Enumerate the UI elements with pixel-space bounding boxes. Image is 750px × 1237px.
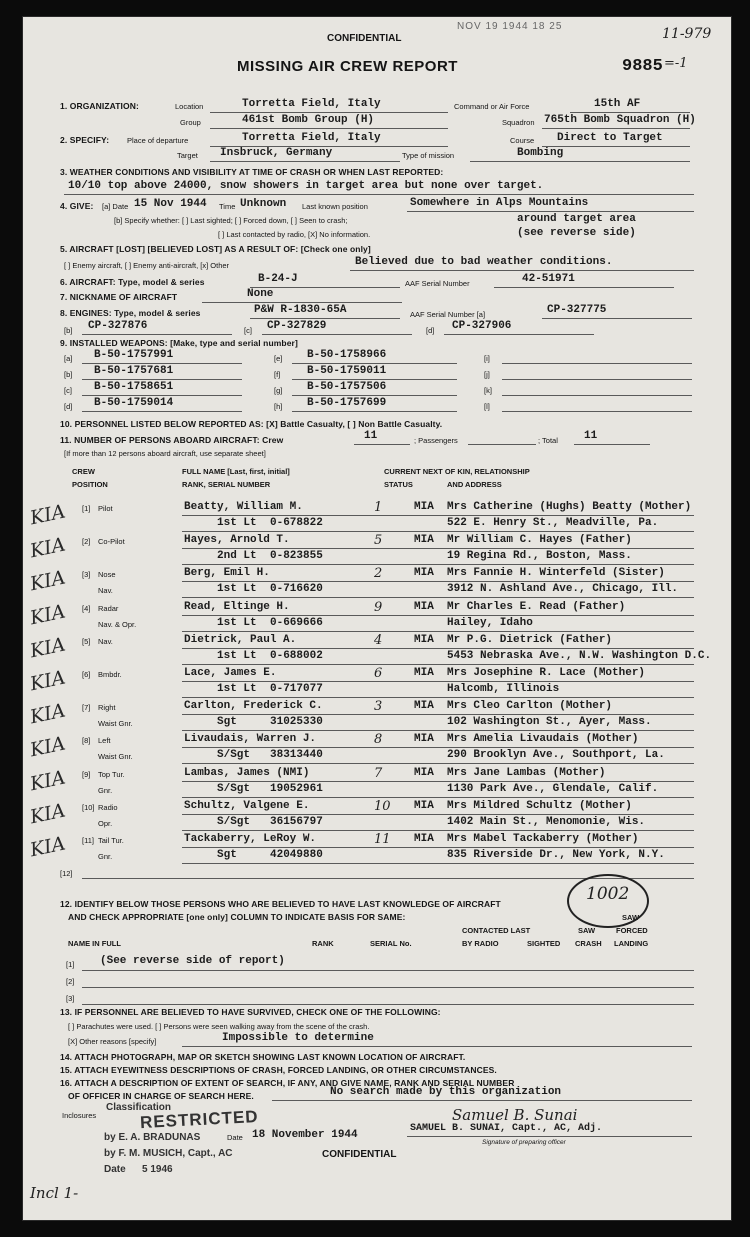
s4-b-value: around target area [517, 213, 636, 225]
classification-bottom: CONFIDENTIAL [322, 1149, 397, 1160]
crew-name: Tackaberry, LeRoy W. [184, 833, 317, 845]
crew-address: 19 Regina Rd., Boston, Mass. [447, 550, 632, 562]
crew-serial: 0-678822 [270, 517, 323, 529]
crew-address: 5453 Nebraska Ave., N.W. Washington D.C. [447, 650, 712, 662]
crew-index: [6] [82, 670, 91, 679]
crew-kin: Mrs Jane Lambas (Mother) [447, 767, 606, 779]
crew-rank: 1st Lt [217, 583, 257, 595]
h-forced: FORCED [616, 926, 648, 935]
engine-a: CP-327775 [547, 304, 607, 316]
weapon-key: [c] [64, 386, 72, 395]
crew-serial: 0-716620 [270, 583, 323, 595]
aircraft-serial: 42-51971 [522, 273, 575, 285]
s13-line2: [ ] Parachutes were used. [ ] Persons were seen walking away from the scene of the crash. [68, 1022, 370, 1031]
crew-index: [7] [82, 703, 91, 712]
crew-rank: S/Sgt [217, 783, 251, 795]
passengers-label: ; Passengers [414, 436, 458, 445]
s5-label: 5. AIRCRAFT [LOST] [BELIEVED LOST] AS A RESULT OF: [Check one only] [60, 244, 371, 254]
crew-address: 835 Riverside Dr., New York, N.Y. [447, 849, 665, 861]
engine-b-label: [b] [64, 326, 73, 335]
s9-label: 9. INSTALLED WEAPONS: [Make, type and serial number] [60, 338, 298, 348]
crew-header: CREW [72, 467, 95, 476]
crew-status: MIA [414, 700, 434, 712]
s13-line3: [X] Other reasons [specify] [68, 1037, 157, 1046]
crew-index: [9] [82, 770, 91, 779]
weapon-serial: B-50-1757991 [94, 349, 174, 361]
crew-index: [8] [82, 736, 91, 745]
weapon-serial: B-50-1759014 [94, 397, 174, 409]
report-number-suffix: =-1 [664, 56, 688, 71]
crew-serial: 0-823855 [270, 550, 323, 562]
report-page [22, 16, 732, 1221]
weapon-key: [g] [274, 386, 283, 395]
crew-position-2: Opr. [98, 819, 113, 828]
date-label: [a] Date [102, 202, 129, 211]
classification-top: CONFIDENTIAL [327, 33, 402, 44]
restricted-stamp: RESTRICTED [139, 1106, 260, 1133]
crew-position: Nose [98, 570, 116, 579]
inclosures-label: Inclosures [62, 1111, 97, 1120]
s12-row1-value: (See reverse side of report) [100, 955, 285, 967]
crew-status: MIA [414, 833, 434, 845]
engine-b: CP-327876 [88, 320, 148, 332]
weapon-key: [l] [484, 402, 490, 411]
weapon-serial: B-50-1759011 [307, 365, 387, 377]
departure-value: Torretta Field, Italy [242, 132, 381, 144]
crew-index: [3] [82, 570, 91, 579]
s4-label: 4. GIVE: [60, 201, 94, 211]
crew-status: MIA [414, 667, 434, 679]
weapon-key: [e] [274, 354, 283, 363]
s16-line1: 16. ATTACH A DESCRIPTION OF EXTENT OF SEARCH, IF ANY, AND GIVE NAME, RANK AND SERIAL NUMBER [60, 1078, 515, 1088]
s13-line1: 13. IF PERSONNEL ARE BELIEVED TO HAVE SURVIVED, CHECK ONE OF THE FOLLOWING: [60, 1007, 441, 1017]
weather-value: 10/10 top above 24000, snow showers in target area but none over target. [68, 180, 544, 192]
rank-header: RANK, SERIAL NUMBER [182, 480, 271, 489]
s14-line: 14. ATTACH PHOTOGRAPH, MAP OR SKETCH SHOWING LAST KNOWN LOCATION OF AIRCRAFT. [60, 1052, 466, 1062]
engine-type: P&W R-1830-65A [254, 304, 347, 316]
kia-handwritten-mark: KIA [28, 766, 68, 796]
kin-header: CURRENT NEXT OF KIN, RELATIONSHIP [384, 467, 530, 476]
regraded-by: by F. M. MUSICH, Capt., AC [104, 1148, 233, 1159]
status-header: STATUS [384, 480, 413, 489]
crew-index: [2] [82, 537, 91, 546]
crew-status: MIA [414, 634, 434, 646]
crew-rank: Sgt [217, 849, 237, 861]
s11-label: 11. NUMBER OF PERSONS ABOARD AIRCRAFT: Crew [60, 435, 284, 445]
margin-note: Incl 1- [30, 1184, 79, 1202]
h-name: NAME IN FULL [68, 939, 121, 948]
crew-address: Halcomb, Illinois [447, 683, 560, 695]
date-label-footer: Date [227, 1133, 243, 1142]
group-value: 461st Bomb Group (H) [242, 114, 375, 126]
declassified-by: by E. A. BRADUNAS [104, 1132, 201, 1143]
classification-stamp: Classification [106, 1102, 172, 1113]
kia-handwritten-mark: KIA [28, 600, 68, 630]
command-label: Command or Air Force [454, 102, 530, 111]
h-saw2: SAW [622, 913, 640, 922]
crew-name: Berg, Emil H. [184, 567, 270, 579]
kia-handwritten-mark: KIA [28, 633, 68, 663]
s5-options: [ ] Enemy aircraft, [ ] Enemy anti-aircraft, [x] Other [64, 261, 230, 270]
crew-status: MIA [414, 534, 434, 546]
crew-address: 1130 Park Ave., Glendale, Calif. [447, 783, 659, 795]
s2-label: 2. SPECIFY: [60, 135, 110, 145]
s12-line1: 12. IDENTIFY BELOW THOSE PERSONS WHO ARE BELIEVED TO HAVE LAST KNOWLEDGE OF AIRCRAFT [60, 899, 501, 909]
weapon-serial: B-50-1757681 [94, 365, 174, 377]
crew-kin: Mrs Mildred Schultz (Mother) [447, 800, 632, 812]
h-radio: BY RADIO [462, 939, 499, 948]
kia-handwritten-mark: KIA [28, 533, 68, 563]
weapon-key: [j] [484, 370, 490, 379]
weapon-serial: B-50-1757506 [307, 381, 387, 393]
time-label: Time [219, 202, 236, 211]
crew-address: 290 Brooklyn Ave., Southport, La. [447, 749, 665, 761]
received-stamp: NOV 19 1944 18 25 [457, 21, 563, 32]
report-number: 9885 [622, 57, 663, 76]
weapon-key: [h] [274, 402, 283, 411]
s6-label: 6. AIRCRAFT: Type, model & series [60, 277, 205, 287]
s12-row-index: [2] [66, 977, 75, 986]
crew-position: Nav. [98, 637, 113, 646]
crew-rank: Sgt [217, 716, 237, 728]
crew-position: Left [98, 736, 111, 745]
location-label: Location [175, 102, 204, 111]
crew-position: Pilot [98, 504, 113, 513]
weapon-serial: B-50-1757699 [307, 397, 387, 409]
crew-position-2: Gnr. [98, 786, 113, 795]
s12-line2: AND CHECK APPROPRIATE [one only] COLUMN TO INDICATE BASIS FOR SAME: [68, 912, 406, 922]
crew-position: Tail Tur. [98, 836, 124, 845]
crew-index: [10] [82, 803, 95, 812]
crew-index: [1] [82, 504, 91, 513]
kia-handwritten-mark: KIA [28, 666, 68, 696]
crew-mark: 8 [374, 732, 383, 747]
crew-rank: 1st Lt [217, 683, 257, 695]
h-contacted: CONTACTED LAST [462, 926, 531, 935]
crew-address: 3912 N. Ashland Ave., Chicago, Ill. [447, 583, 679, 595]
crew-name: Lace, James E. [184, 667, 277, 679]
crew-mark: 3 [374, 699, 383, 714]
circle-number: 1002 [586, 884, 630, 904]
engine-c-label: [c] [244, 326, 252, 335]
weapon-key: [f] [274, 370, 281, 379]
s1-label: 1. ORGANIZATION: [60, 101, 139, 111]
group-label: Group [180, 118, 201, 127]
crew-kin: Mrs Mabel Tackaberry (Mother) [447, 833, 639, 845]
crew-rank: S/Sgt [217, 816, 251, 828]
handwritten-number: 11-979 [662, 26, 712, 42]
s15-line: 15. ATTACH EYEWITNESS DESCRIPTIONS OF CRASH, FORCED LANDING, OR OTHER CIRCUMSTANCES. [60, 1065, 497, 1075]
crew-address: Hailey, Idaho [447, 617, 533, 629]
crew-position-2: Nav. [98, 586, 113, 595]
aircraft-serial-label: AAF Serial Number [405, 279, 470, 288]
mission-value: Bombing [517, 147, 564, 159]
crew-row-12-index: [12] [60, 869, 73, 878]
s13-value: Impossible to determine [222, 1032, 374, 1044]
signature-label: Signature of preparing officer [482, 1139, 566, 1146]
crew-position-2: Nav. & Opr. [98, 620, 137, 629]
crew-mark: 7 [374, 766, 383, 781]
crew-serial: 19052961 [270, 783, 323, 795]
weapon-key: [a] [64, 354, 73, 363]
position-label: Last known position [302, 202, 368, 211]
crew-index: [11] [82, 836, 94, 845]
engine-d: CP-327906 [452, 320, 512, 332]
officer-signature: Samuel B. Sunai [452, 1106, 578, 1124]
crew-name: Livaudais, Warren J. [184, 733, 317, 745]
crew-mark: 10 [374, 799, 391, 814]
crew-rank: 2nd Lt [217, 550, 257, 562]
s16-value: No search made by this organization [330, 1086, 562, 1098]
s12-row-index: [1] [66, 960, 75, 969]
crew-mark: 11 [374, 832, 391, 847]
crew-kin: Mr P.G. Dietrick (Father) [447, 634, 613, 646]
crew-kin: Mr Charles E. Read (Father) [447, 601, 626, 613]
s4-b-line: [b] Specify whether: [ ] Last sighted; [ ] Forced down, [ ] Seen to crash; [114, 216, 348, 225]
kia-handwritten-mark: KIA [28, 566, 68, 596]
course-value: Direct to Target [557, 132, 663, 144]
crew-name: Lambas, James (NMI) [184, 767, 310, 779]
report-date: 18 November 1944 [252, 1129, 358, 1141]
h-sighted: SIGHTED [527, 939, 561, 948]
crew-name: Hayes, Arnold T. [184, 534, 290, 546]
s4-c-line: [ ] Last contacted by radio, [X] No information. [218, 230, 371, 239]
crew-status: MIA [414, 767, 434, 779]
target-value: Insbruck, Germany [220, 147, 333, 159]
time-value: Unknown [240, 198, 287, 210]
location-value: Torretta Field, Italy [242, 98, 381, 110]
total-label: ; Total [538, 436, 558, 445]
s8-label: 8. ENGINES: Type, model & series [60, 308, 201, 318]
h-saw: SAW [578, 926, 596, 935]
crew-rank: 1st Lt [217, 617, 257, 629]
crew-mark: 2 [374, 566, 383, 581]
engine-d-label: [d] [426, 326, 435, 335]
crew-rank: S/Sgt [217, 749, 251, 761]
crew-rank: 1st Lt [217, 517, 257, 529]
crew-position: Right [98, 703, 116, 712]
crew-kin: Mrs Cleo Carlton (Mother) [447, 700, 613, 712]
crew-kin: Mrs Catherine (Hughs) Beatty (Mother) [447, 501, 692, 513]
date-value: 15 Nov 1944 [134, 198, 207, 210]
crew-kin: Mr William C. Hayes (Father) [447, 534, 632, 546]
regrade-date-label: Date [104, 1164, 126, 1175]
crew-name: Beatty, William M. [184, 501, 303, 513]
crew-mark: 5 [374, 533, 383, 548]
crew-name: Carlton, Frederick C. [184, 700, 323, 712]
position-value: Somewhere in Alps Mountains [410, 197, 589, 209]
nickname-value: None [247, 288, 274, 300]
weapon-key: [d] [64, 402, 73, 411]
crew-status: MIA [414, 501, 434, 513]
s4-c-value: (see reverse side) [517, 227, 636, 239]
crew-mark: 6 [374, 666, 383, 681]
crew-address: 522 E. Henry St., Meadville, Pa. [447, 517, 659, 529]
s11-note: [If more than 12 persons aboard aircraft, use separate sheet] [64, 449, 266, 458]
mission-label: Type of mission [402, 151, 455, 160]
kia-handwritten-mark: KIA [28, 732, 68, 762]
crew-kin: Mrs Amelia Livaudais (Mother) [447, 733, 639, 745]
kia-handwritten-mark: KIA [28, 799, 68, 829]
crew-serial: 0-688002 [270, 650, 323, 662]
crew-status: MIA [414, 601, 434, 613]
page-title: MISSING AIR CREW REPORT [237, 58, 458, 75]
position-header: POSITION [72, 480, 108, 489]
crew-status: MIA [414, 800, 434, 812]
regrade-date: 5 1946 [142, 1164, 173, 1175]
h-serial: SERIAL No. [370, 939, 412, 948]
s7-label: 7. NICKNAME OF AIRCRAFT [60, 292, 178, 302]
crew-count: 11 [364, 430, 378, 442]
crew-position: Bmbdr. [98, 670, 122, 679]
crew-serial: 0-717077 [270, 683, 323, 695]
s12-row-index: [3] [66, 994, 75, 1003]
crew-name: Read, Eltinge H. [184, 601, 290, 613]
crew-position-2: Gnr. [98, 852, 113, 861]
course-label: Course [510, 136, 535, 145]
command-value: 15th AF [594, 98, 641, 110]
crew-position: Top Tur. [98, 770, 125, 779]
crew-serial: 42049880 [270, 849, 323, 861]
address-header: AND ADDRESS [447, 480, 502, 489]
crew-status: MIA [414, 733, 434, 745]
officer-name: SAMUEL B. SUNAI, Capt., AC, Adj. [410, 1123, 603, 1134]
crew-name: Dietrick, Paul A. [184, 634, 297, 646]
crew-position-2: Waist Gnr. [98, 719, 133, 728]
kia-handwritten-mark: KIA [28, 832, 68, 862]
crew-position-2: Waist Gnr. [98, 752, 133, 761]
crew-status: MIA [414, 567, 434, 579]
crew-address: 102 Washington St., Ayer, Mass. [447, 716, 652, 728]
crew-mark: 4 [374, 633, 383, 648]
crew-index: [5] [82, 637, 91, 646]
squadron-value: 765th Bomb Squadron (H) [544, 114, 696, 126]
crew-position: Co-Pilot [98, 537, 125, 546]
weapon-key: [i] [484, 354, 490, 363]
crew-kin: Mrs Fannie H. Winterfeld (Sister) [447, 567, 665, 579]
crew-position: Radio [98, 803, 118, 812]
crew-position: Radar [98, 604, 119, 613]
name-header: FULL NAME [Last, first, initial] [182, 467, 290, 476]
crew-serial: 36156797 [270, 816, 323, 828]
crew-rank: 1st Lt [217, 650, 257, 662]
aircraft-type: B-24-J [258, 273, 298, 285]
departure-label: Place of departure [127, 136, 189, 145]
engine-serial-label: AAF Serial Number [a] [410, 310, 486, 319]
h-landing: LANDING [614, 939, 649, 948]
crew-serial: 31025330 [270, 716, 323, 728]
weapon-key: [k] [484, 386, 492, 395]
s5-value: Believed due to bad weather conditions. [355, 256, 613, 268]
crew-address: 1402 Main St., Menomonie, Wis. [447, 816, 646, 828]
s10-label: 10. PERSONNEL LISTED BELOW REPORTED AS: [X] Battle Casualty, [ ] Non Battle Casualty. [60, 419, 443, 429]
kia-handwritten-mark: KIA [28, 500, 68, 530]
weapon-serial: B-50-1758966 [307, 349, 387, 361]
h-rank: RANK [312, 939, 334, 948]
crew-mark: 9 [374, 600, 383, 615]
crew-serial: 38313440 [270, 749, 323, 761]
weapon-key: [b] [64, 370, 73, 379]
squadron-label: Squadron [502, 118, 535, 127]
target-label: Target [177, 151, 198, 160]
total-count: 11 [584, 430, 598, 442]
weapon-serial: B-50-1758651 [94, 381, 174, 393]
engine-c: CP-327829 [267, 320, 327, 332]
crew-name: Schultz, Valgene E. [184, 800, 310, 812]
h-crash: CRASH [575, 939, 602, 948]
s16-line2: OF OFFICER IN CHARGE OF SEARCH HERE. [68, 1091, 254, 1101]
s3-label: 3. WEATHER CONDITIONS AND VISIBILITY AT TIME OF CRASH OR WHEN LAST REPORTED: [60, 167, 444, 177]
crew-mark: 1 [374, 500, 383, 515]
crew-index: [4] [82, 604, 91, 613]
crew-kin: Mrs Josephine R. Lace (Mother) [447, 667, 646, 679]
crew-serial: 0-669666 [270, 617, 323, 629]
kia-handwritten-mark: KIA [28, 699, 68, 729]
